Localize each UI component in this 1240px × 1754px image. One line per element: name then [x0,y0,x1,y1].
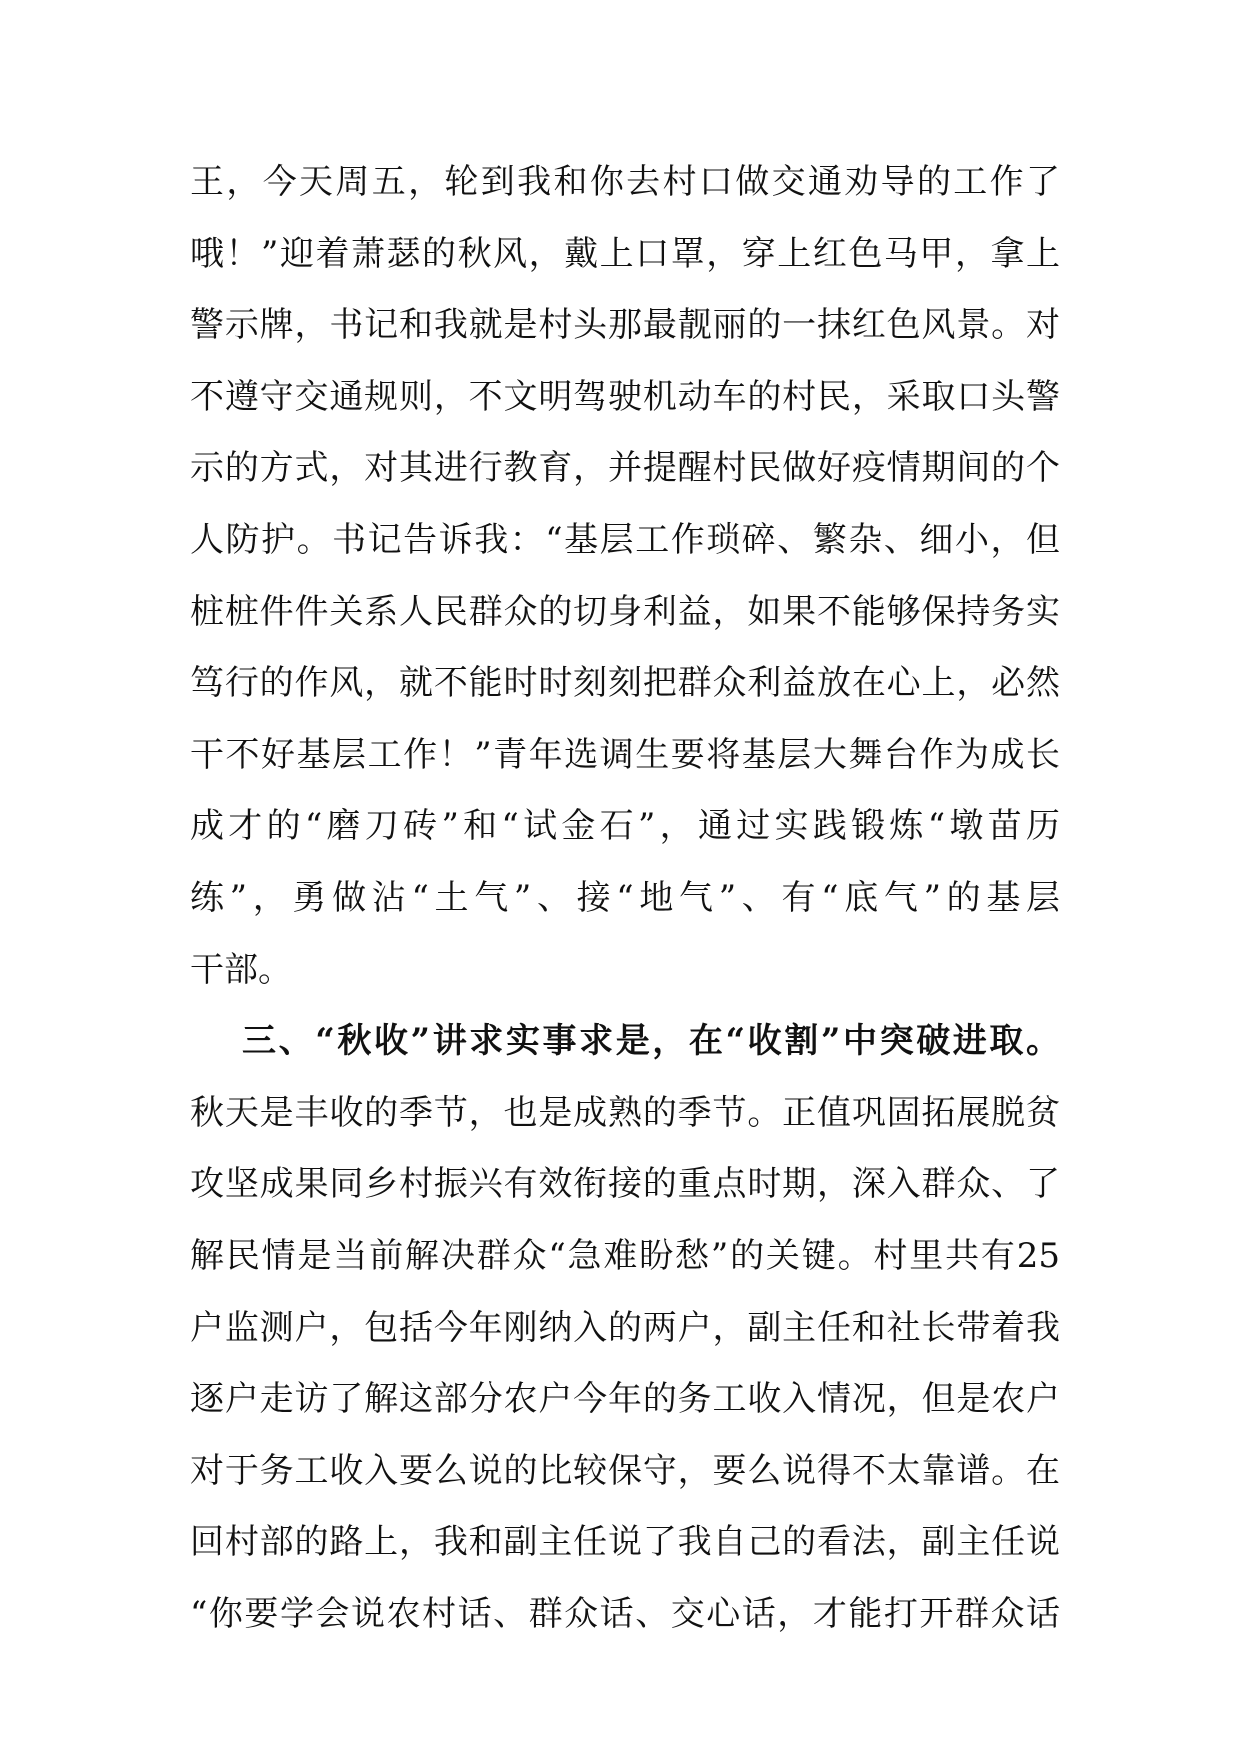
text-line: 成才的“磨刀砖”和“试金石”，通过实践锻炼“墩苗历 [190,806,1060,847]
text-line: 人防护。书记告诉我：“基层工作琐碎、繁杂、细小，但 [190,519,1060,560]
text-line: 攻坚成果同乡村振兴有效衔接的重点时期，深入群众、了 [190,1164,1060,1205]
text-line: 干部。 [190,949,292,990]
body-text [190,147,1060,1650]
text-line: 示的方式，对其进行教育，并提醒村民做好疫情期间的个 [190,448,1060,489]
text-line: 秋天是丰收的季节，也是成熟的季节。正值巩固拓展脱贫 [190,1092,1060,1133]
text-line: 不遵守交通规则，不文明驾驶机动车的村民，采取口头警 [190,376,1060,417]
text-line: 逐户走访了解这部分农户今年的务工收入情况，但是农户 [190,1379,1060,1420]
text-line: 解民情是当前解决群众“急难盼愁”的关键。村里共有25 [190,1235,1060,1276]
text-line: “你要学会说农村话、群众话、交心话，才能打开群众话 [190,1593,1060,1634]
text-line: 回村部的路上，我和副主任说了我自己的看法，副主任说 [190,1522,1060,1563]
text-line: 桩桩件件关系人民群众的切身利益，如果不能够保持务实 [190,591,1060,632]
text-line: 王，今天周五，轮到我和你去村口做交通劝导的工作了 [190,162,1060,202]
text-line: 练”，勇做沾“土气”、接“地气”、有“底气”的基层 [190,877,1060,918]
section-heading: 三、“秋收”讲求实事求是，在“收割”中突破进取。 [242,1021,1060,1062]
text-line: 警示牌，书记和我就是村头那最靓丽的一抹红色风景。对 [190,305,1060,346]
text-line: 干不好基层工作！”青年选调生要将基层大舞台作为成长 [190,734,1060,775]
text-line: 哦！”迎着萧瑟的秋风，戴上口罩，穿上红色马甲，拿上 [190,233,1060,274]
text-line: 对于务工收入要么说的比较保守，要么说得不太靠谱。在 [190,1450,1060,1491]
text-line: 笃行的作风，就不能时时刻刻把群众利益放在心上，必然 [190,663,1060,704]
text-line: 户监测户，包括今年刚纳入的两户，副主任和社长带着我 [190,1307,1060,1348]
